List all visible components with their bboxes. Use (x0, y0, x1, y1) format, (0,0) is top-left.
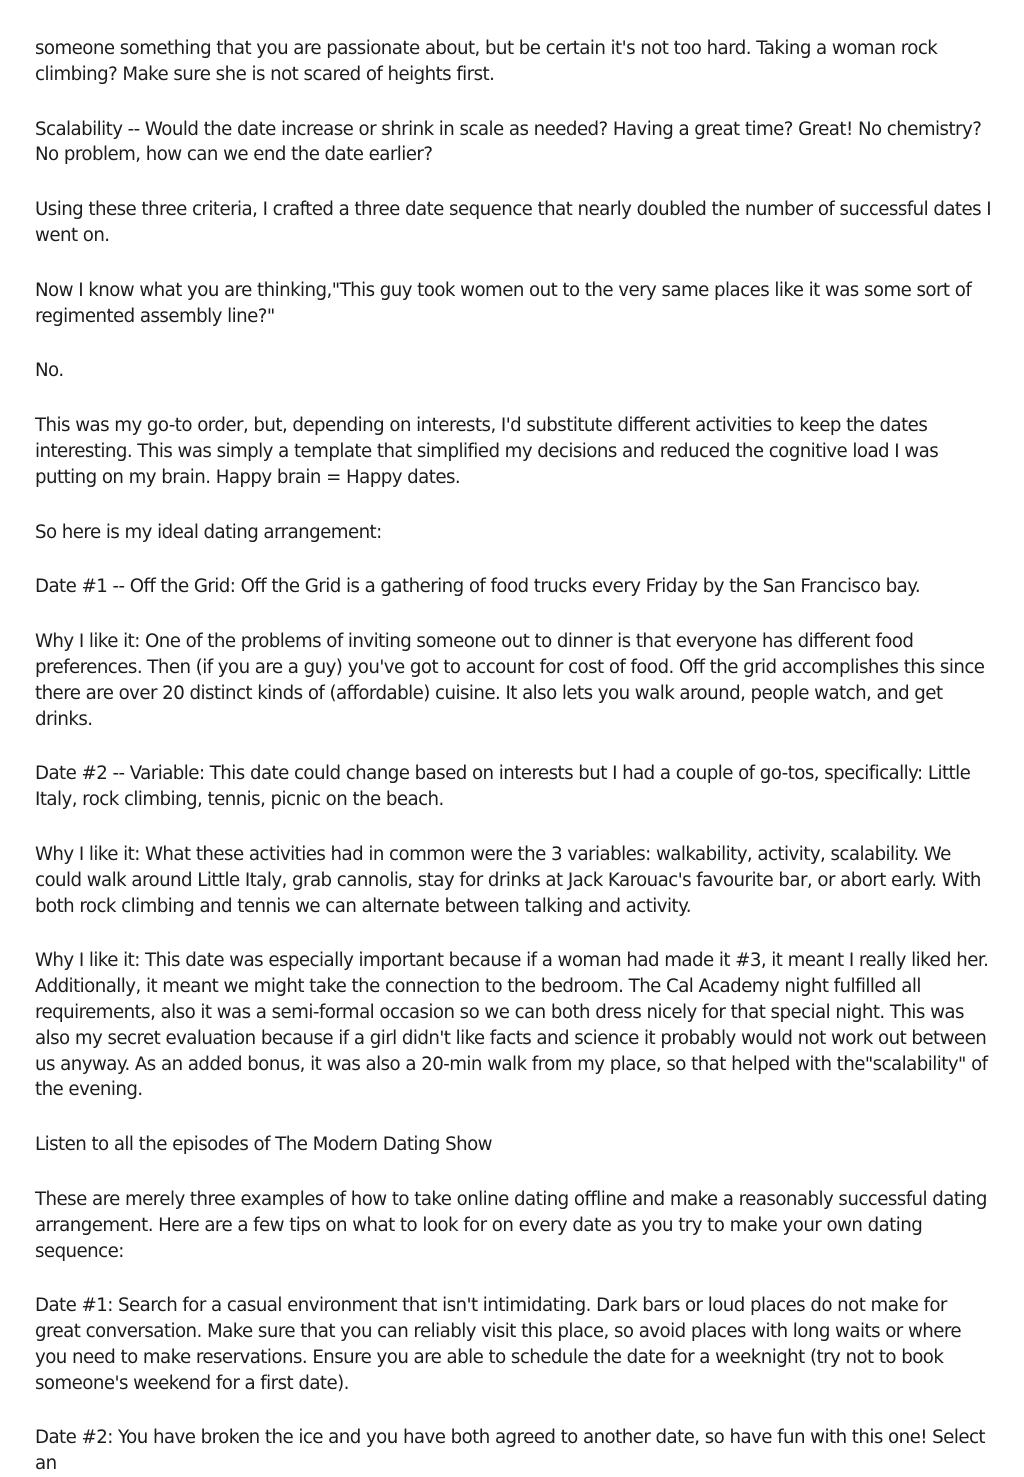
article-body (35, 36, 995, 1477)
paragraph: No. (35, 360, 64, 382)
paragraph: Date #1 -- Off the Grid: Off the Grid is a gathering of food trucks every Friday by the San Francisco bay. (35, 576, 921, 598)
paragraph: Why I like it: One of the problems of inviting someone out to dinner is that everyone has different food preferences. Then (if you are a guy) you've got to account for cost of food. Off the grid accomplishes this since there are over 20 distinct kinds of (affordable) cuisine. It also lets you walk around, people watch, and get drinks. (35, 631, 985, 730)
paragraph: Using these three criteria, I crafted a three date sequence that nearly doubled the number of successful dates I went on. (35, 199, 992, 246)
paragraph: These are merely three examples of how to take online dating offline and make a reasonably successful dating arrangement. Here are a few tips on what to look for on every date as you try to make your own dating sequence: (35, 1188, 987, 1262)
paragraph: This was my go-to order, but, depending on interests, I'd substitute different activities to keep the dates interesting. This was simply a template that simplified my decisions and reduced the cognitive load I was putting on my brain. Happy brain = Happy dates. (35, 415, 939, 488)
paragraph: Scalability -- Would the date increase or shrink in scale as needed? Having a great time? Great! No chemistry? No problem, how can we end the date earlier? (35, 118, 982, 166)
paragraph: Date #1: Search for a casual environment that isn't intimidating. Dark bars or loud places do not make for great conversation. Make sure that you can reliably visit this place, so avoid places with long waits or where you need to make reservations. Ensure you are able to schedule the date for a weeknight (try not to book someone's weekend for a first date). (35, 1295, 962, 1394)
paragraph: Date #2: You have broken the ice and you have both agreed to another date, so have fun with this one! Select an (35, 1427, 985, 1475)
paragraph: Why I like it: This date was especially important because if a woman had made it #3, it meant I really liked her. Additionally, it meant we might take the connection to the bedroom. The Cal Academy night fulfilled all requirements, also it was a semi-formal occasion so we can both dress nicely for that special night. This was also my secret evaluation because if a girl didn't like facts and science it probably would not work out between us anyway. As an added bonus, it was also a 20-min walk from my place, so that helped with the"scalability" of the evening. (35, 950, 989, 1101)
paragraph: Listen to all the episodes of The Modern Dating Show (35, 1134, 492, 1156)
paragraph: someone something that you are passionate about, but be certain it's not too hard. Taking a woman rock climbing? Make sure she is not scared of heights first. (35, 38, 938, 85)
paragraph: So here is my ideal dating arrangement: (35, 521, 382, 543)
paragraph: Date #2 -- Variable: This date could change based on interests but I had a couple of go-tos, specifically: Little Italy, rock climbing, tennis, picnic on the beach. (35, 763, 971, 811)
paragraph: Why I like it: What these activities had in common were the 3 variables: walkability, activity, scalability. We could walk around Little Italy, grab cannolis, stay for drinks at Jack Karouac's favourite bar, or abort early. With both rock climbing and tennis we can alternate between talking and activity. (35, 843, 981, 917)
paragraph: Now I know what you are thinking,"This guy took women out to the very same places like it was some sort of regimented assembly line?" (35, 279, 972, 327)
